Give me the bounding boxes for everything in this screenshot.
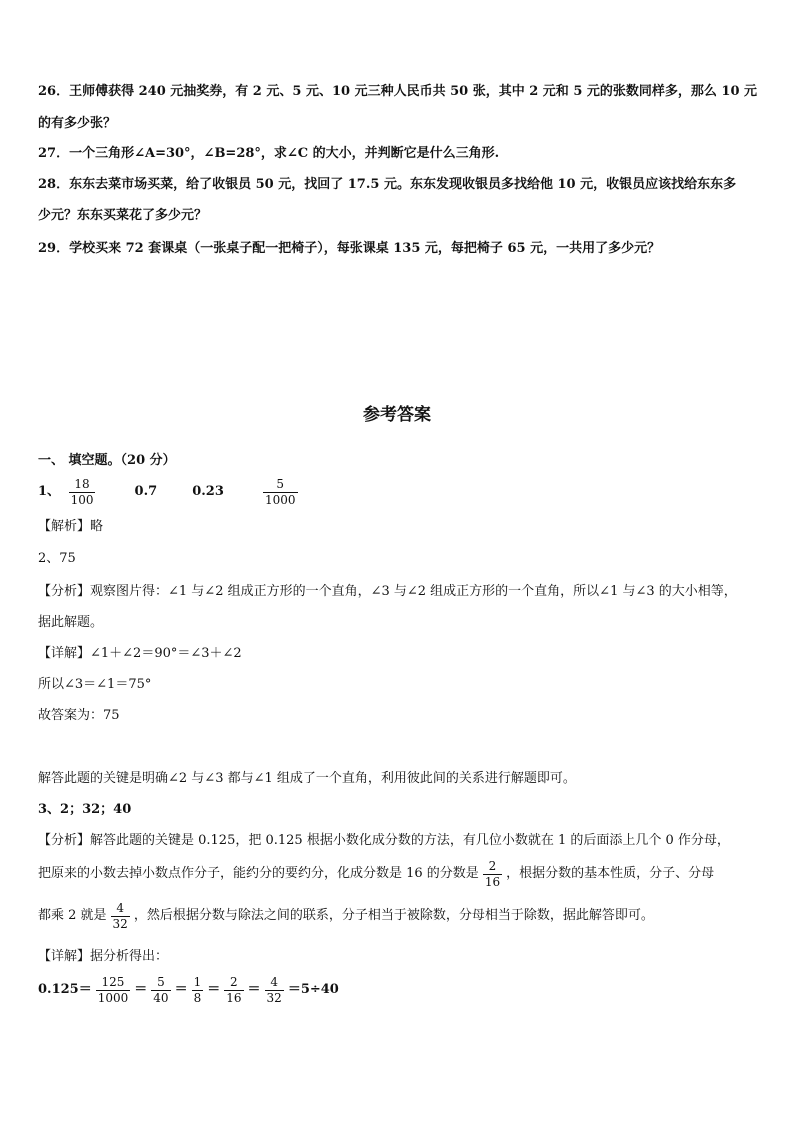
answer-1-fraction-1: $\frac{18}{100}$ [70, 476, 94, 507]
answer-3-detail: 【详解】据分析得出： [38, 949, 169, 964]
answer-1-value-1: 0.7 [134, 484, 158, 499]
answer-1-value-2: 0.23 [192, 484, 224, 499]
fraction-4-32: $\frac{4}{32}$ [112, 900, 128, 931]
question-29: 29．学校买来 72 套课桌（一张桌子配一把椅子），每张课桌 135 元，每把椅子 65 元，一共用了多少元？ [38, 241, 661, 256]
answer-1-analysis: 【解析】略 [38, 519, 104, 534]
question-26-line-2: 的有多少张？ [38, 116, 117, 131]
equation-fraction-5-40: $\frac{5}{40}$ [153, 974, 169, 1005]
answer-3-analysis-line-1: 【分析】解答此题的关键是 0.125，把 0.125 根据小数化成分数的方法，有几位小数就在 1 的后面添上几个 0 作分母， [38, 833, 730, 848]
answer-1 [38, 474, 756, 511]
answer-3-analysis-line-3: 都乘 2 就是 $\frac{4}{32}$ ，然后根据分数与除法之间的联系，分子相当于被除数，分母相当于除数，据此解答即可。 [38, 900, 654, 931]
question-28-line-1: 28．东东去菜市场买菜，给了收银员 50 元，找回了 17.5 元。东东发现收银员多找给他 10 元，收银员应该找给东东多 [38, 177, 737, 192]
answer-2-note: 解答此题的关键是明确∠2 与∠3 都与∠1 组成了一个直角，利用彼此间的关系进行解题即可。 [38, 771, 576, 786]
equation-fraction-4-32: $\frac{4}{32}$ [266, 974, 282, 1005]
answers-title: 参考答案 [363, 405, 431, 425]
equation-fraction-1-8: $\frac{1}{8}$ [193, 974, 202, 1005]
answer-3-label: 3、2；32；40 [38, 802, 132, 817]
answer-1-label: 1、 [38, 484, 61, 499]
answer-2-analysis-line-2: 据此解题。 [38, 615, 104, 630]
answer-3-analysis-line-2: 把原来的小数去掉小数点作分子，能约分的要约分，化成分数是 16 的分数是 $\frac{2}{16}$ ，根据分数的基本性质，分子、分母 [38, 858, 715, 889]
equation-fraction-125-1000: $\frac{125}{1000}$ [97, 974, 129, 1005]
question-27: 27．一个三角形∠A=30°，∠B=28°，求∠C 的大小，并判断它是什么三角形. [38, 146, 500, 161]
answer-2-label: 2、75 [38, 551, 76, 566]
answer-1-fraction-2: $\frac{5}{1000}$ [264, 476, 296, 507]
answer-3-equation: 0.125＝ $\frac{125}{1000}$ ＝ $\frac{5}{40}$ ＝ $\frac{1}{8}$ ＝ $\frac{2}{16}$ ＝ $\frac{4}{32}$ ＝5÷40 [38, 974, 339, 1005]
answer-2-conclusion: 故答案为：75 [38, 708, 120, 723]
equation-fraction-2-16: $\frac{2}{16}$ [226, 974, 242, 1005]
section-1-heading: 一、 填空题。（20 分） [38, 453, 176, 468]
answer-2-therefore: 所以∠3＝∠1＝75° [38, 677, 152, 692]
question-26-line-1: 26．王师傅获得 240 元抽奖券，有 2 元、5 元、10 元三种人民币共 50 张，其中 2 元和 5 元的张数同样多，那么 10 元 [38, 84, 758, 99]
question-28-line-2: 少元？东东买菜花了多少元？ [38, 208, 208, 223]
answer-2-detail: 【详解】∠1＋∠2＝90°＝∠3＋∠2 [38, 646, 242, 661]
fraction-2-16: $\frac{2}{16}$ [484, 858, 501, 889]
answer-2-analysis-line-1: 【分析】观察图片得：∠1 与∠2 组成正方形的一个直角，∠3 与∠2 组成正方形的一个直角，所以∠1 与∠3 的大小相等， [38, 584, 737, 599]
